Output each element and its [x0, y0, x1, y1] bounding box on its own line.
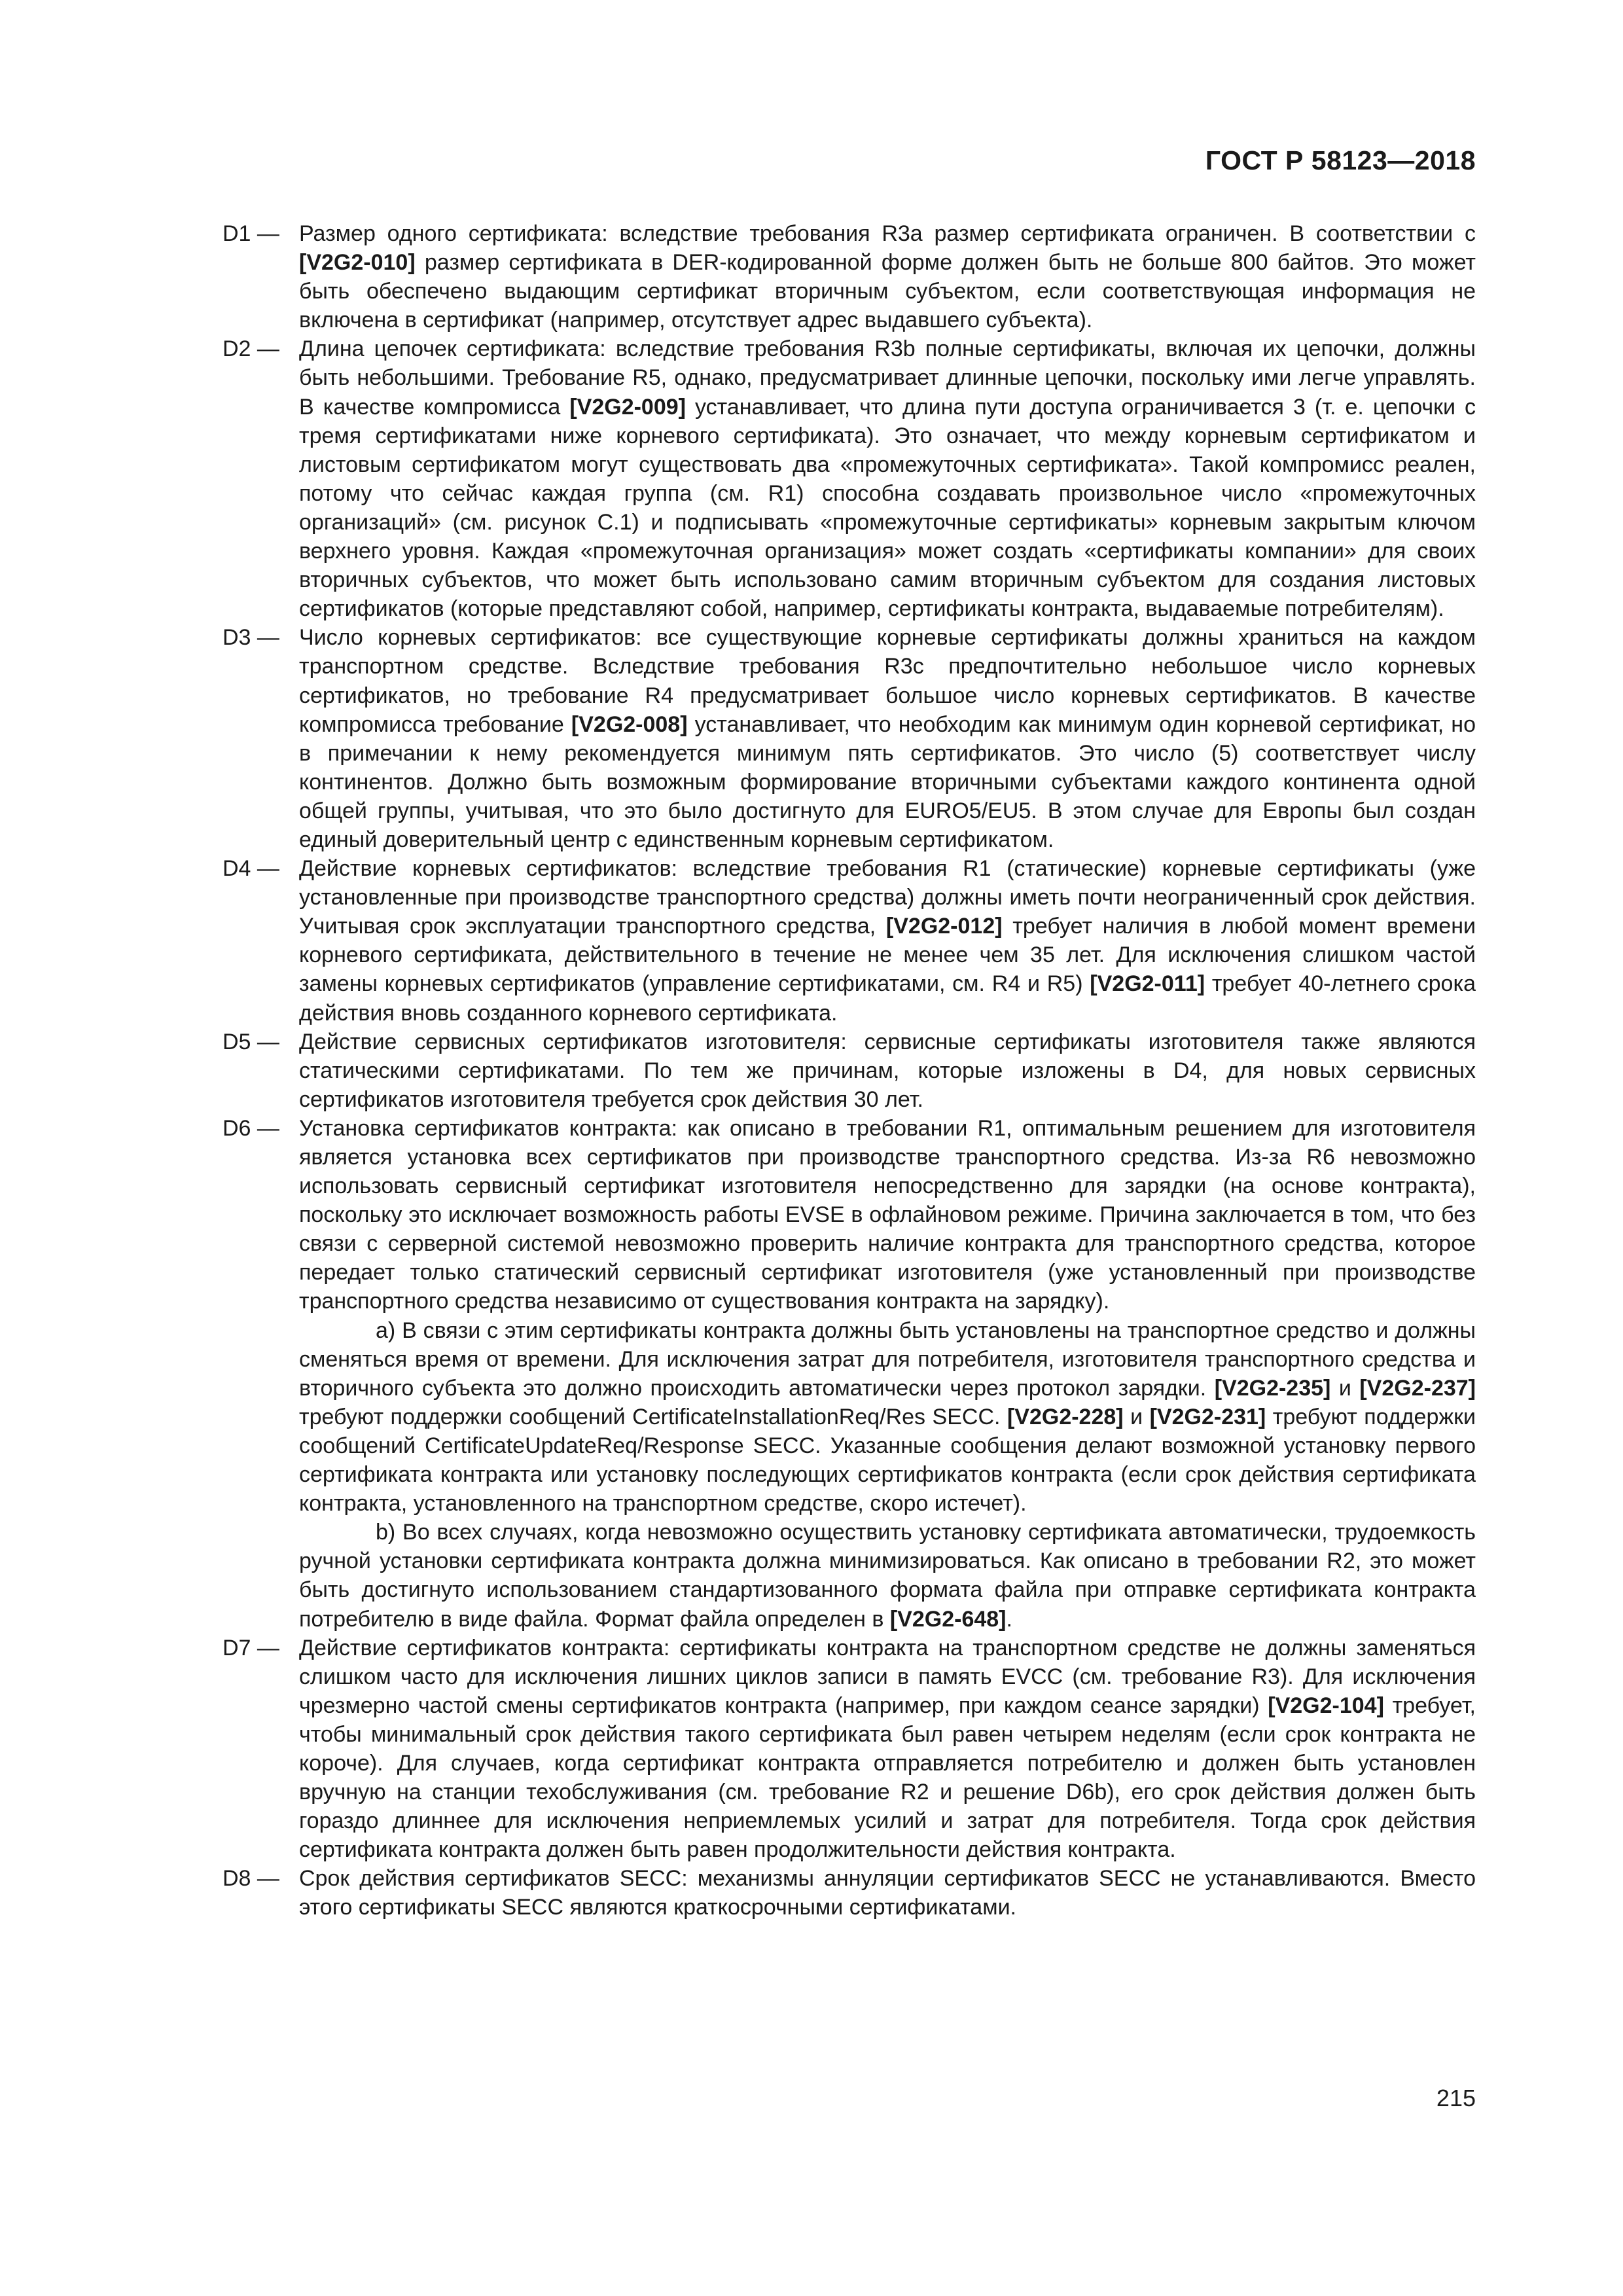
requirement-reference: [V2G2-228]	[1007, 1404, 1124, 1429]
decision-label: D4 —	[223, 856, 279, 882]
decision-item	[223, 1864, 1476, 1922]
decision-item	[223, 1634, 1476, 1865]
requirement-reference: [V2G2-010]	[299, 250, 416, 276]
requirement-reference: [V2G2-011]	[1090, 971, 1205, 997]
decision-item	[223, 623, 1476, 854]
decision-label: D2 —	[223, 336, 279, 362]
requirement-reference: [V2G2-237]	[1359, 1375, 1476, 1401]
requirement-reference: [V2G2-231]	[1149, 1404, 1266, 1429]
decision-label: D3 —	[223, 625, 279, 651]
decision-item	[223, 1114, 1476, 1634]
decision-label: D1 —	[223, 221, 279, 246]
decision-text: Число корневых сертификатов: все существующие корневые сертификаты должны храниться на каждом транспортном средстве. Вследствие требования R3c предпочтительно небольшое число корневых сертификатов, но требование R4 предусматривает большое число корневых сертификатов. В качестве компромисса требование [V2G2-008] устанавливает, что необходим как минимум один корневой сертификат, но в примечании к нему рекомендуется минимум пять сертификатов. Это число (5) соответствует числу континентов. Должно быть возможным формирование вторичными субъектами каждого континента одной общей группы, учитывая, что это было достигнуто для EURO5/EU5. В этом случае для Европы был создан единый доверительный центр с единственным корневым сертификатом.	[299, 625, 1476, 852]
requirement-reference: [V2G2-104]	[1268, 1693, 1384, 1718]
standard-designation: ГОСТ Р 58123—2018	[1205, 145, 1476, 175]
requirement-reference: [V2G2-648]	[889, 1606, 1007, 1632]
decision-text: Длина цепочек сертификата: вследствие требования R3b полные сертификаты, включая их цепочки, должны быть небольшими. Требование R5, однако, предусматривает длинные цепочки, поскольку ими легче управлять. В качестве компромисса [V2G2-009] устанавливает, что длина пути доступа ограничивается 3 (т. е. цепочки с тремя сертификатами ниже корневого сертификата). Это означает, что между корневым сертификатом и листовым сертификатом могут существовать два «промежуточных сертификата». Такой компромисс реален, потому что сейчас каждая группа (см. R1) способна создавать произвольное число «промежуточных организаций» (см. рисунок C.1) и подписывать «промежуточные сертификаты» корневым закрытым ключом верхнего уровня. Каждая «промежуточная организация» может создать «сертификаты компании» для своих вторичных субъектов, что может быть использовано самим вторичным субъектом для создания листовых сертификатов (которые представляют собой, например, сертификаты контракта, выдаваемые потребителям).	[299, 336, 1476, 622]
decision-subparagraph: b) Во всех случаях, когда невозможно осуществить установку сертификата автоматически, трудоемкость ручной установки сертификата контракта должна минимизироваться. Как описано в требовании R2, это может быть достигнуто использованием стандартизованного формата файла при отправке сертификата контракта потребителю в виде файла. Формат файла определен в [V2G2-648].	[299, 1520, 1476, 1632]
requirement-reference: [V2G2-012]	[885, 914, 1003, 939]
decision-label: D8 —	[223, 1866, 279, 1892]
decision-item	[223, 1028, 1476, 1114]
decision-label: D5 —	[223, 1029, 279, 1054]
requirement-reference: [V2G2-009]	[569, 394, 686, 420]
decision-label: D7 —	[223, 1635, 279, 1660]
decision-item	[223, 854, 1476, 1028]
decision-label: D6 —	[223, 1115, 279, 1141]
decision-item	[223, 334, 1476, 623]
decision-text: Действие сертификатов контракта: сертификаты контракта на транспортном средстве не должны заменяться слишком часто для исключения лишних циклов записи в память EVCC (см. требование R3). Для исключения чрезмерно частой смены сертификатов контракта (например, при каждом сеансе зарядки) [V2G2-104] требует, чтобы минимальный срок действия такого сертификата был равен четырем неделям (если срок контракта не короче). Для случаев, когда сертификат контракта отправляется потребителю и должен быть установлен вручную на станции техобслуживания (см. требование R2 и решение D6b), его срок действия должен быть гораздо длиннее для исключения неприемлемых усилий и затрат для потребителя. Тогда срок действия сертификата контракта должен быть равен продолжительности действия контракта.	[299, 1635, 1476, 1863]
page-number: 215	[1436, 2085, 1476, 2111]
decision-text: Срок действия сертификатов SECC: механизмы аннуляции сертификатов SECC не устанавливаются. Вместо этого сертификаты SECC являются краткосрочными сертификатами.	[299, 1866, 1476, 1920]
decisions-list	[223, 219, 1476, 1922]
decision-text: Действие корневых сертификатов: вследствие требования R1 (статические) корневые сертификаты (уже установленные при производстве транспортного средства) должны иметь почти неограниченный срок действия. Учитывая срок эксплуатации транспортного средства, [V2G2-012] требует наличия в любой момент времени корневого сертификата, действительного в течение не менее чем 35 лет. Для исключения слишком частой замены корневых сертификатов (управление сертификатами, см. R4 и R5) [V2G2-011] требует 40-летнего срока действия вновь созданного корневого сертификата.	[299, 856, 1476, 1026]
decision-text: Размер одного сертификата: вследствие требования R3a размер сертификата ограничен. В соответствии с [V2G2-010] размер сертификата в DER-кодированной форме должен быть не больше 800 байтов. Это может быть обеспечено выдающим сертификат вторичным субъектом, если соответствующая информация не включена в сертификат (например, отсутствует адрес выдавшего субъекта).	[299, 221, 1476, 333]
decision-text: Установка сертификатов контракта: как описано в требовании R1, оптимальным решением для изготовителя является установка всех сертификатов при производстве транспортного средства. Из-за R6 невозможно использовать сервисный сертификат изготовителя непосредственно для зарядки (на основе контракта), поскольку это исключает возможность работы EVSE в офлайновом режиме. Причина заключается в том, что без связи с серверной системой невозможно проверить наличие контракта для транспортного средства, которое передает только статический сервисный сертификат изготовителя (уже установленный при производстве транспортного средства независимо от существования контракта на зарядку).	[299, 1115, 1476, 1314]
decision-subparagraph: a) В связи с этим сертификаты контракта должны быть установлены на транспортное средство и должны сменяться время от времени. Для исключения затрат для потребителя, изготовителя транспортного средства и вторичного субъекта это должно происходить автоматически через протокол зарядки. [V2G2-235] и [V2G2-237] требуют поддержки сообщений CertificateInstallationReq/Res SECC. [V2G2-228] и [V2G2-231] требуют поддержки сообщений CertificateUpdateReq/Response SECC. Указанные сообщения делают возможной установку первого сертификата контракта или установку последующих сертификатов контракта (если срок действия сертификата контракта, установленного на транспортном средстве, скоро истечет).	[299, 1318, 1476, 1516]
decision-text: Действие сервисных сертификатов изготовителя: сервисные сертификаты изготовителя также являются статическими сертификатами. По тем же причинам, которые изложены в D4, для новых сервисных сертификатов изготовителя требуется срок действия 30 лет.	[299, 1029, 1476, 1112]
requirement-reference: [V2G2-235]	[1214, 1375, 1331, 1401]
requirement-reference: [V2G2-008]	[571, 711, 688, 737]
decision-item	[223, 219, 1476, 334]
